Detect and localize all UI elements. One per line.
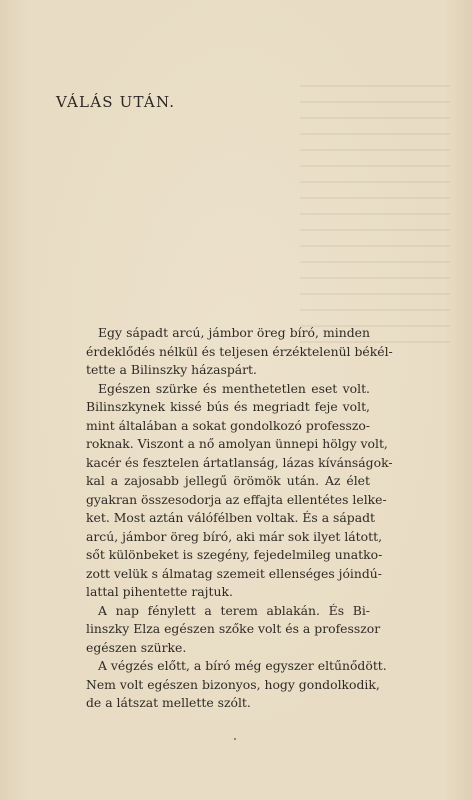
text-line: kal a zajosabb jellegű örömök után. Az élet: [86, 473, 370, 488]
text-line: roknak. Viszont a nő amolyan ünnepi hölgy volt,: [86, 436, 388, 451]
paragraph: [86, 602, 381, 658]
text-line: de a látszat mellette szólt.: [86, 695, 251, 710]
text-line: Nem volt egészen bizonyos, hogy gondolkodik,: [86, 676, 380, 692]
text-line: gyakran összesodorja az effajta ellentétes lelke-: [86, 491, 387, 507]
chapter-title: VÁLÁS UTÁN.: [56, 93, 176, 111]
text-line: linszky Elza egészen szőke volt és a professzor: [86, 621, 381, 636]
show-through-texture: [300, 85, 450, 345]
text-line: zott velük s álmatag szemeit ellenséges jóindú-: [86, 565, 382, 581]
text-line: kacér és fesztelen ártatlanság, lázas kívánságok-: [86, 454, 393, 470]
text-line: Bilinszkynek kissé bús és megriadt feje volt,: [86, 399, 370, 414]
body-text: [86, 324, 393, 713]
text-line: mint általában a sokat gondolkozó professzo-: [86, 417, 370, 433]
text-line: lattal pihentette rajtuk.: [86, 584, 233, 599]
ink-speck: [234, 738, 236, 740]
text-line: A nap fénylett a terem ablakán. És Bi-: [98, 602, 370, 618]
paragraph: [86, 657, 387, 713]
text-line: tette a Bilinszky házaspárt.: [86, 362, 257, 377]
text-line: sőt különbeket is szegény, fejedelmileg unatko-: [86, 547, 383, 562]
text-line: A végzés előtt, a bíró még egyszer eltűnődött.: [98, 658, 387, 673]
text-line: Egészen szürke és menthetetlen eset volt.: [98, 380, 370, 396]
text-line: egészen szürke.: [86, 639, 187, 655]
text-line: Egy sápadt arcú, jámbor öreg bíró, minden: [98, 325, 370, 340]
text-line: ket. Most aztán válófélben voltak. És a sápadt: [86, 510, 376, 525]
text-line: arcú, jámbor öreg bíró, aki már sok ilyet látott,: [86, 528, 383, 544]
paragraph: [86, 324, 393, 380]
paragraph: [86, 380, 393, 602]
text-line: érdeklődés nélkül és teljesen érzéktelenül békél-: [86, 343, 393, 359]
